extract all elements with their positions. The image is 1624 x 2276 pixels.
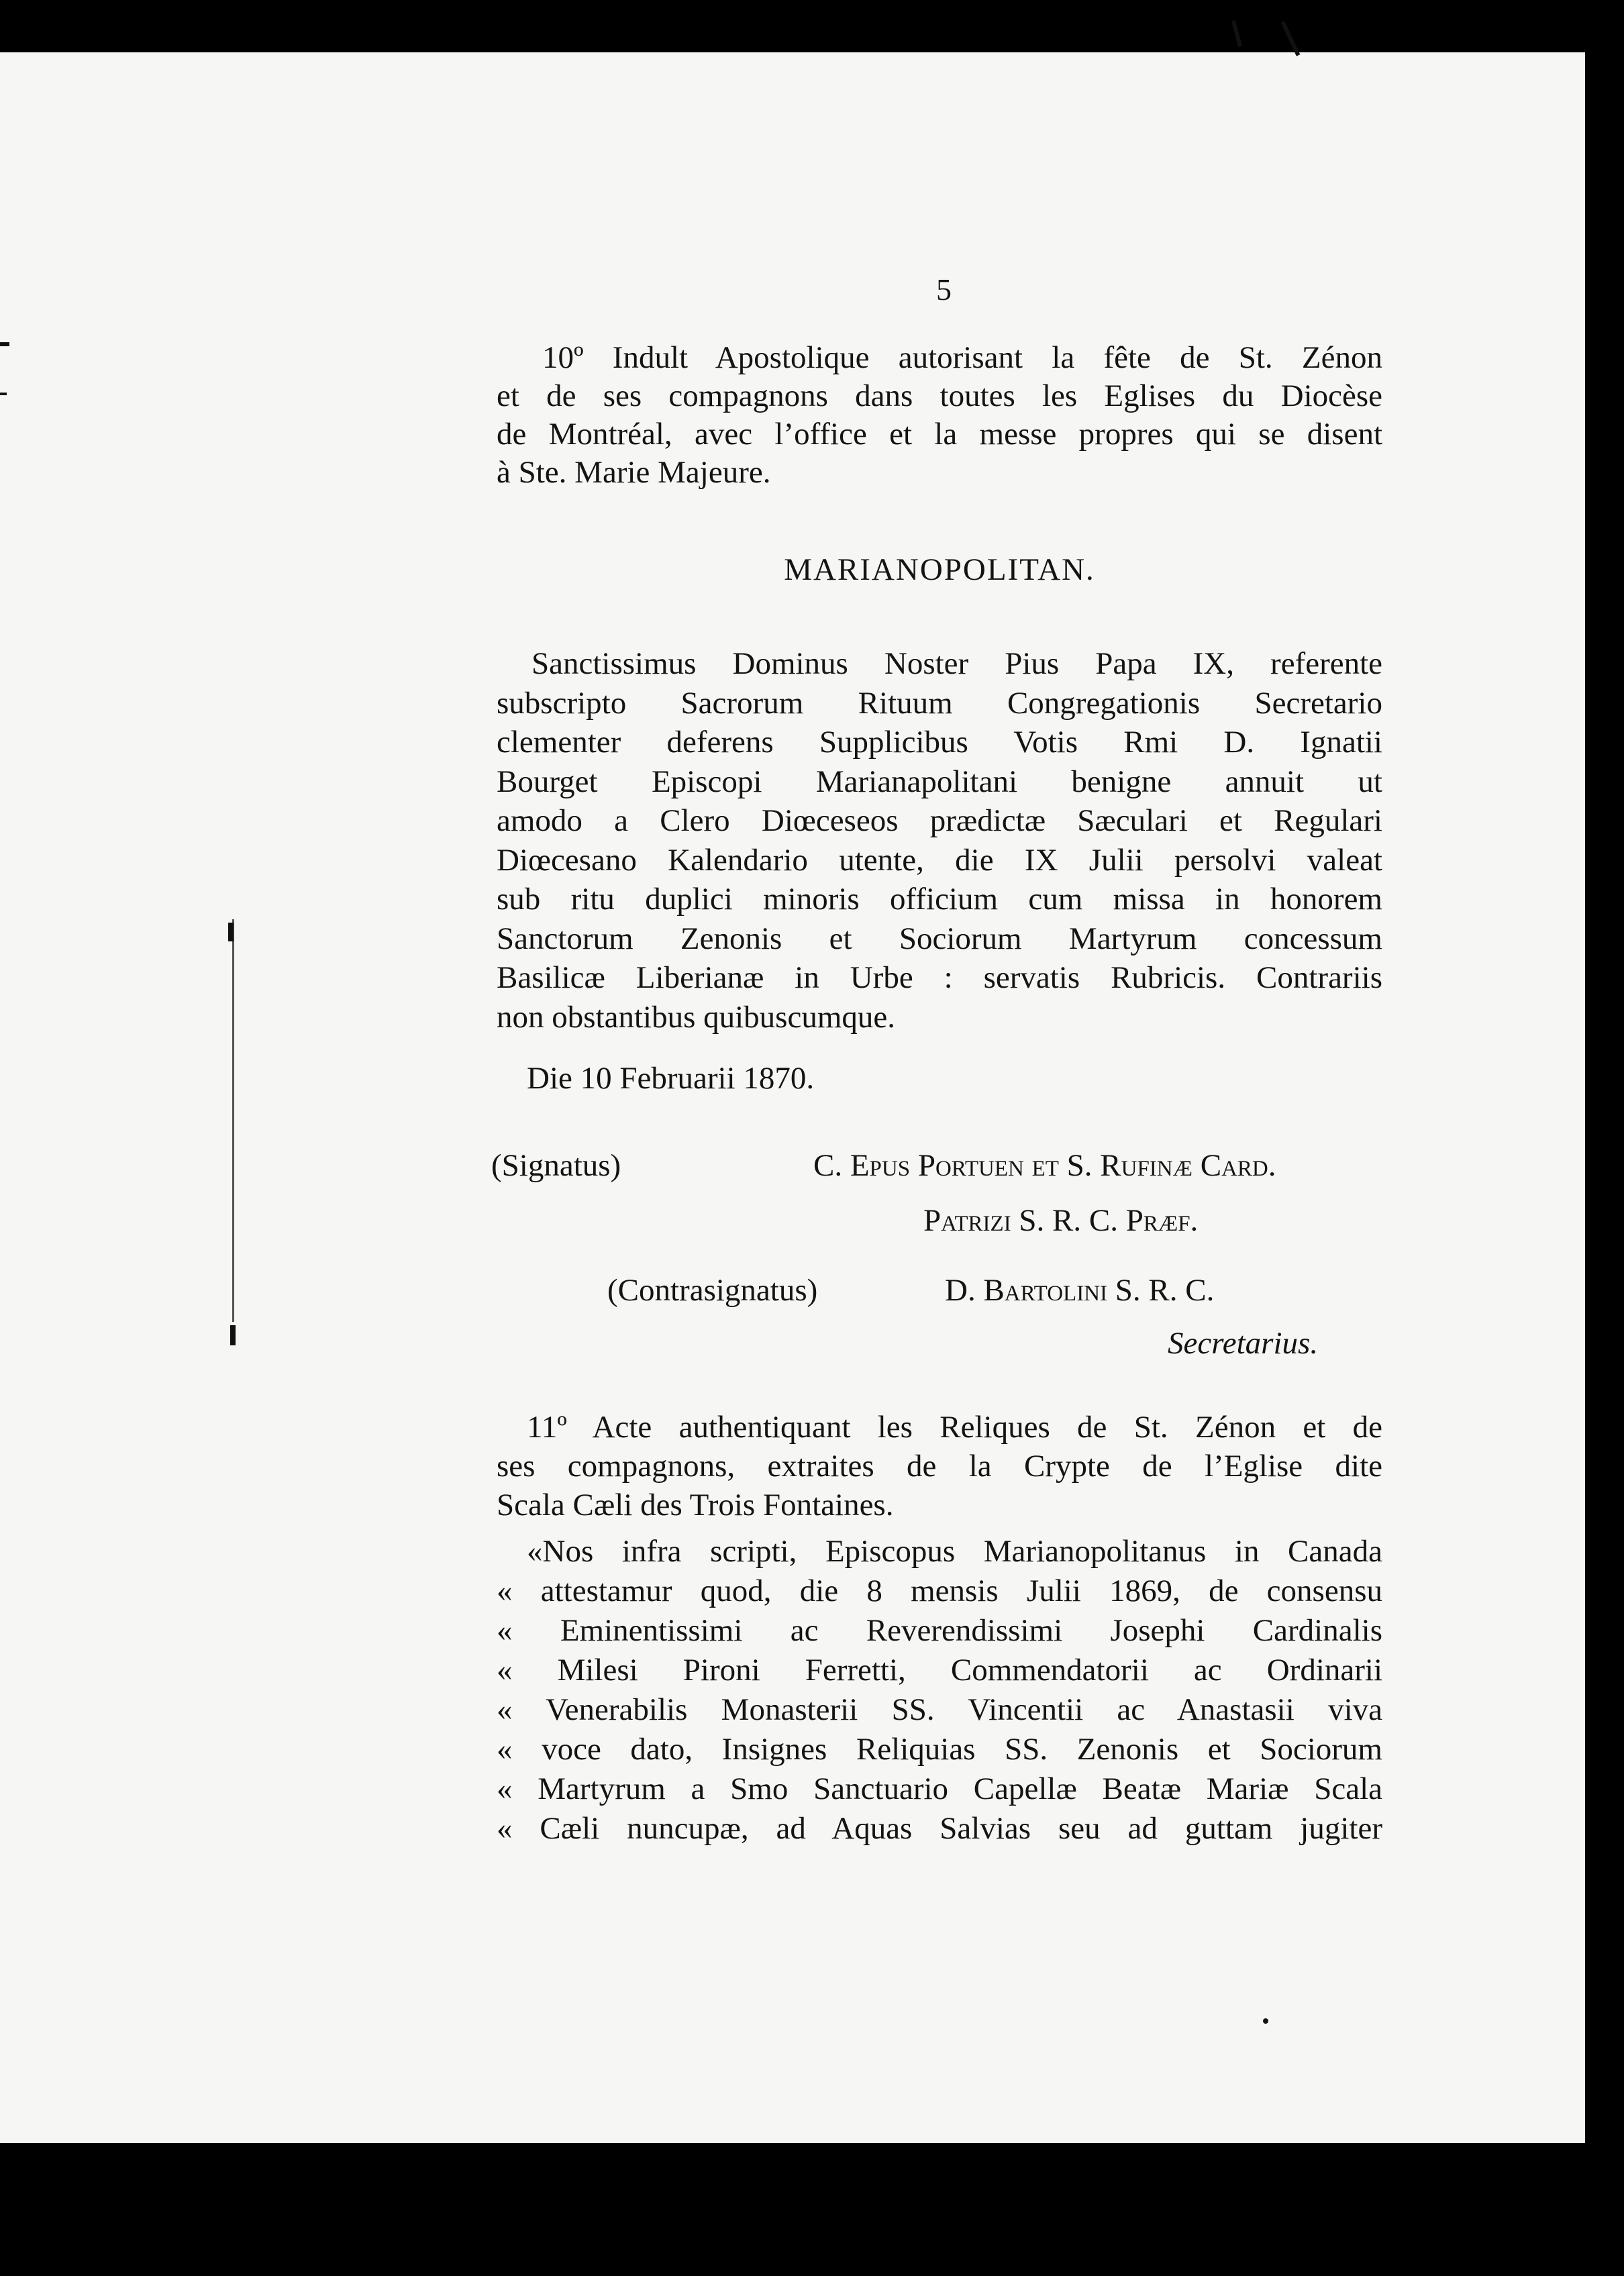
- decree-date: Die 10 Februarii 1870.: [527, 1061, 815, 1096]
- signer-2-line-1: D. Bartolini S. R. C.: [945, 1273, 1215, 1308]
- signer-1-line-2: Patrizi S. R. C. Præf.: [923, 1203, 1199, 1238]
- decree-line: Sanctorum Zenonis et Sociorum Martyrum concessum: [497, 921, 1382, 956]
- signatus-label: (Signatus): [491, 1148, 621, 1183]
- quote-line: « Cæli nuncupæ, ad Aquas Salvias seu ad guttam jugiter: [497, 1811, 1382, 1846]
- item-10-paragraph: [497, 339, 1382, 492]
- item-11-line: Scala Cæli des Trois Fontaines.: [497, 1488, 894, 1522]
- scan-mark-bottom-dot: [1263, 2018, 1268, 2024]
- signer-1-line-1: C. Epus Portuen et S. Rufinæ Card.: [813, 1148, 1276, 1183]
- decree-line: non obstantibus quibuscumque.: [497, 999, 895, 1035]
- scan-mark-top-2: [1281, 21, 1301, 56]
- signer-2-line-2: Secretarius.: [1168, 1326, 1319, 1361]
- scan-mark-margin-top: [228, 923, 234, 941]
- item-11-line: ses compagnons, extraites de la Crypte de l’Eglise dite: [497, 1449, 1382, 1484]
- item-10-line: de Montréal, avec l’office et la messe propres qui se disent: [497, 417, 1382, 452]
- attestation-quote: [497, 1532, 1382, 1849]
- scan-mark-margin-line: [232, 919, 234, 1322]
- quote-line: « Venerabilis Monasterii SS. Vincentii ac Anastasii viva: [497, 1692, 1382, 1727]
- quote-line: « Milesi Pironi Ferretti, Commendatorii ac Ordinarii: [497, 1653, 1382, 1688]
- quote-line: « attestamur quod, die 8 mensis Julii 1869, de consensu: [497, 1573, 1382, 1608]
- quote-line: «Nos infra scripti, Episcopus Marianopolitanus in Canada: [527, 1534, 1382, 1569]
- quote-line: « Eminentissimi ac Reverendissimi Josephi Cardinalis: [497, 1613, 1382, 1648]
- quote-line: « Martyrum a Smo Sanctuario Capellæ Beatæ Mariæ Scala: [497, 1771, 1382, 1806]
- quote-line: « voce dato, Insignes Reliquias SS. Zenonis et Sociorum: [497, 1732, 1382, 1767]
- decree-line: Bourget Episcopi Marianapolitani benigne annuit ut: [497, 764, 1382, 799]
- decree-line: Sanctissimus Dominus Noster Pius Papa IX, referente: [531, 646, 1382, 681]
- scan-mark-left-1: [0, 342, 9, 346]
- decree-line: Basilicæ Liberianæ in Urbe : servatis Rubricis. Contrariis: [497, 960, 1382, 995]
- item-11-line: 11º Acte authentiquant les Reliques de St. Zénon et de: [527, 1410, 1382, 1445]
- decree-line: Diœcesano Kalendario utente, die IX Julii persolvi valeat: [497, 842, 1382, 878]
- scan-mark-margin-bottom: [230, 1325, 236, 1345]
- contrasignatus-label: (Contrasignatus): [607, 1273, 818, 1308]
- decree-line: amodo a Clero Diœceseos prædictæ Sæculari et Regulari: [497, 803, 1382, 838]
- item-10-line: à Ste. Marie Majeure.: [497, 455, 771, 490]
- page-number: 5: [936, 272, 952, 307]
- item-10-line: 10º Indult Apostolique autorisant la fête de St. Zénon: [542, 340, 1382, 375]
- decree-line: clementer deferens Supplicibus Votis Rmi D. Ignatii: [497, 725, 1382, 760]
- item-10-line: et de ses compagnons dans toutes les Eglises du Diocèse: [497, 378, 1382, 413]
- section-heading: MARIANOPOLITAN.: [784, 552, 1095, 587]
- item-11-paragraph: [497, 1408, 1382, 1524]
- decree-paragraph: [497, 644, 1382, 1037]
- scan-mark-left-2: [0, 393, 7, 395]
- scan-mark-top-1: [1231, 20, 1242, 47]
- decree-line: subscripto Sacrorum Rituum Congregationis Secretario: [497, 685, 1382, 721]
- decree-line: sub ritu duplici minoris officium cum missa in honorem: [497, 882, 1382, 917]
